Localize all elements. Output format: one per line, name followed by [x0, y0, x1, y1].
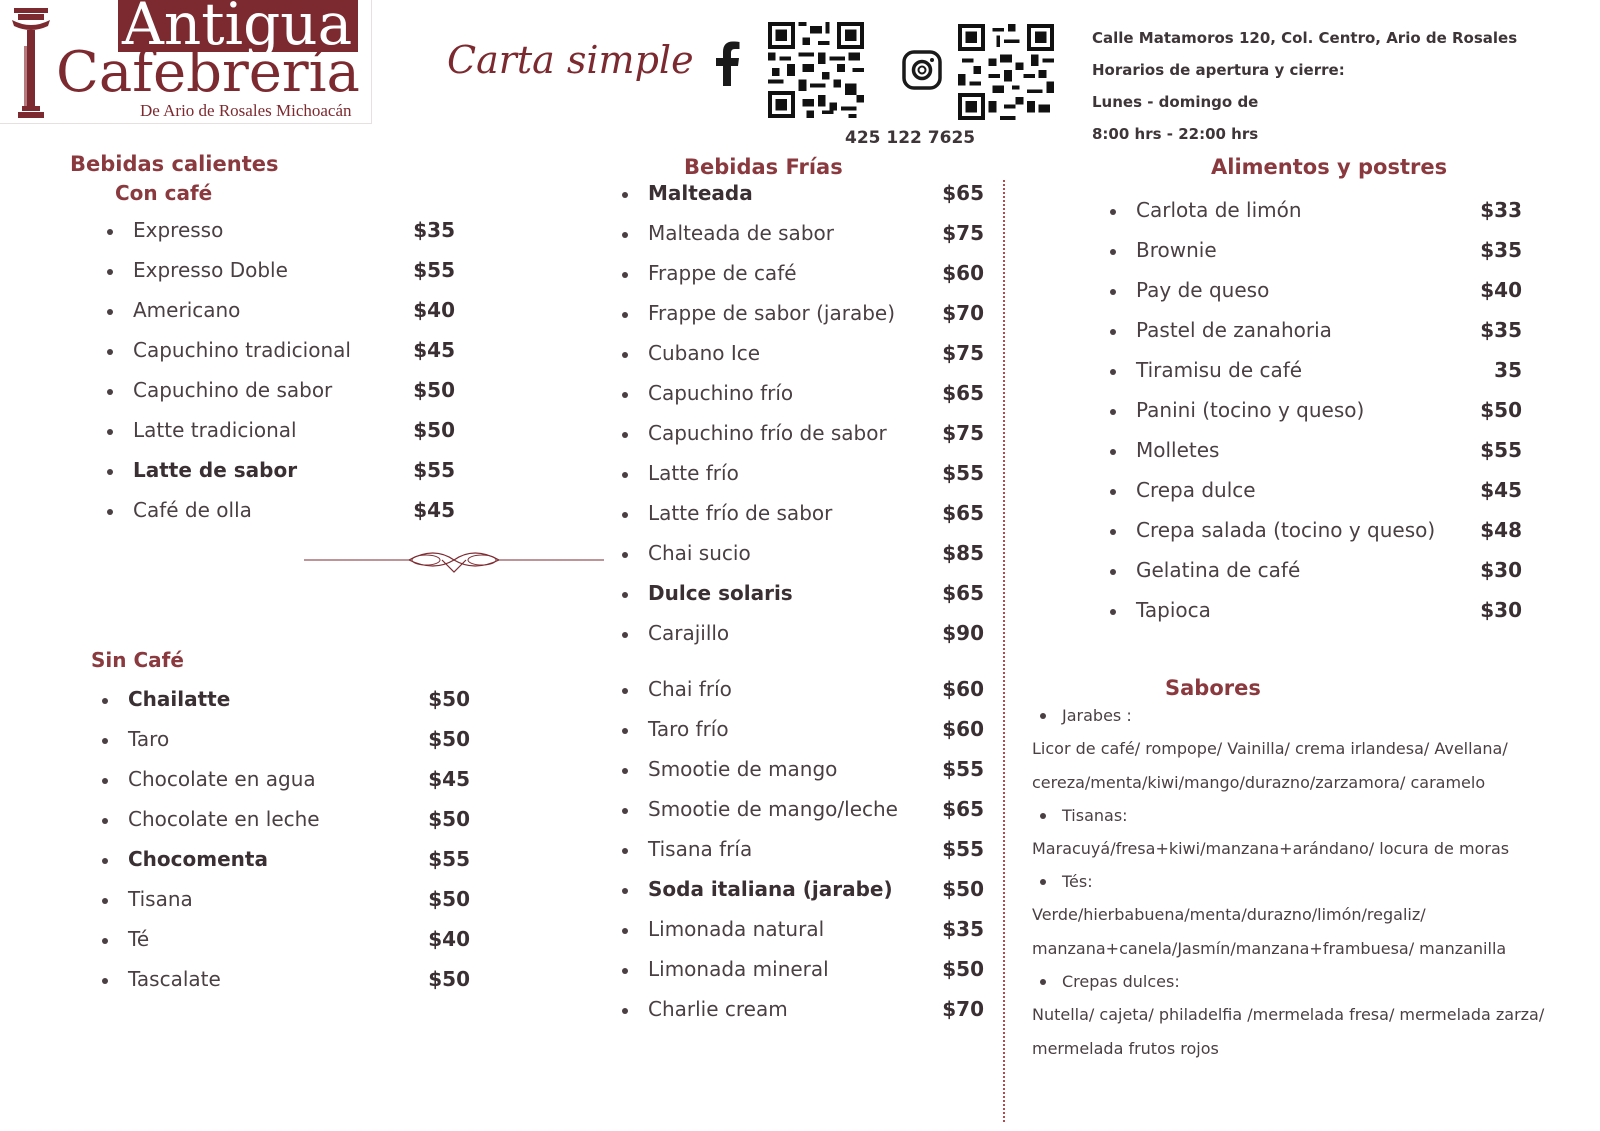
bullet-icon	[622, 312, 628, 318]
bullet-icon	[622, 888, 628, 894]
menu-list-frias-2	[622, 677, 984, 1037]
menu-item	[622, 837, 984, 877]
menu-item	[102, 727, 470, 767]
menu-item-name: Latte de sabor	[133, 458, 298, 482]
menu-item-name: Pastel de zanahoria	[1136, 318, 1332, 342]
menu-item-name: Chai frío	[648, 677, 732, 701]
menu-item-price: $35	[1480, 318, 1522, 342]
bullet-icon	[102, 938, 108, 944]
menu-item-price: $50	[942, 877, 984, 901]
menu-item	[1110, 318, 1522, 358]
menu-item-price: $30	[1480, 598, 1522, 622]
menu-item-price: $40	[428, 927, 470, 951]
menu-item-price: $45	[1480, 478, 1522, 502]
menu-item-name: Café de olla	[133, 498, 252, 522]
menu-item	[622, 621, 984, 661]
menu-item-name: Latte frío de sabor	[648, 501, 833, 525]
menu-item-name: Limonada natural	[648, 917, 825, 941]
menu-item-name: Tisana fría	[648, 837, 753, 861]
bullet-icon	[622, 928, 628, 934]
bullet-icon	[622, 472, 628, 478]
menu-item-name: Taro	[128, 727, 170, 751]
menu-item-name: Limonada mineral	[648, 957, 829, 981]
menu-item	[107, 418, 455, 458]
bullet-icon	[622, 848, 628, 854]
menu-item	[622, 381, 984, 421]
jarabes-text-1: Licor de café/ rompope/ Vainilla/ crema irlandesa/ Avellana/	[1032, 739, 1508, 758]
menu-item-price: $75	[942, 221, 984, 245]
menu-item-price: $75	[942, 421, 984, 445]
menu-item	[107, 458, 455, 498]
days: Lunes - domingo de	[1092, 93, 1259, 111]
menu-item-price: $50	[428, 967, 470, 991]
menu-item-price: $70	[942, 997, 984, 1021]
menu-item-name: Chocolate en agua	[128, 767, 316, 791]
menu-item-price: $50	[413, 378, 455, 402]
menu-item	[102, 687, 470, 727]
section-title-alimentos: Alimentos y postres	[1211, 155, 1448, 179]
menu-item-price: $70	[942, 301, 984, 325]
menu-item-price: $55	[942, 837, 984, 861]
bullet-icon	[107, 229, 113, 235]
bullet-icon	[107, 269, 113, 275]
tisanas-text: Maracuyá/fresa+kiwi/manzana+arándano/ locura de moras	[1032, 839, 1510, 858]
menu-item-price: $50	[428, 727, 470, 751]
menu-item-price: $33	[1480, 198, 1522, 222]
menu-item-name: Panini (tocino y queso)	[1136, 398, 1365, 422]
bullet-icon	[622, 272, 628, 278]
sabores-list	[1032, 700, 1592, 1066]
bullet-icon	[107, 509, 113, 515]
bullet-icon	[1110, 609, 1116, 615]
menu-item	[102, 967, 470, 1007]
address: Calle Matamoros 120, Col. Centro, Ario de Rosales	[1092, 29, 1518, 47]
menu-item-price: $75	[942, 341, 984, 365]
menu-item-name: Dulce solaris	[648, 581, 793, 605]
menu-item-name: Chocolate en leche	[128, 807, 320, 831]
menu-item-name: Chocomenta	[128, 847, 268, 871]
bullet-icon	[107, 389, 113, 395]
menu-item-name: Chailatte	[128, 687, 231, 711]
logo-line-3: De Ario de Rosales Michoacán	[140, 101, 352, 120]
menu-item-price: $55	[413, 458, 455, 482]
menu-item-price: $45	[413, 498, 455, 522]
menu-item-price: $55	[428, 847, 470, 871]
menu-item-price: $65	[942, 797, 984, 821]
menu-item-name: Crepa salada (tocino y queso)	[1136, 518, 1436, 542]
menu-item	[622, 997, 984, 1037]
menu-item	[1110, 198, 1522, 238]
menu-list-sin-cafe	[102, 687, 470, 1007]
menu-item	[622, 877, 984, 917]
menu-list-calientes	[107, 218, 455, 538]
menu-item-price: $50	[428, 807, 470, 831]
bullet-icon	[102, 778, 108, 784]
section-title-sabores: Sabores	[1165, 676, 1261, 700]
menu-item	[102, 807, 470, 847]
menu-item-name: Carajillo	[648, 621, 730, 645]
facebook-qr-code-icon	[768, 22, 864, 118]
menu-item	[107, 378, 455, 418]
menu-item	[622, 757, 984, 797]
menu-item-price: $35	[942, 917, 984, 941]
bullet-icon	[622, 512, 628, 518]
menu-item	[107, 258, 455, 298]
menu-item-name: Chai sucio	[648, 541, 751, 565]
menu-item	[102, 927, 470, 967]
menu-item-price: $35	[413, 218, 455, 242]
menu-item	[107, 218, 455, 258]
menu-item	[622, 221, 984, 261]
menu-item-price: $65	[942, 581, 984, 605]
menu-item	[622, 957, 984, 997]
menu-item	[107, 298, 455, 338]
menu-item	[622, 181, 984, 221]
section-title-calientes: Bebidas calientes	[70, 152, 279, 176]
menu-item-price: $45	[413, 338, 455, 362]
menu-item-price: $50	[1480, 398, 1522, 422]
menu-item	[622, 677, 984, 717]
facebook-icon[interactable]	[712, 40, 742, 86]
menu-item-price: $50	[428, 687, 470, 711]
menu-item-name: Tascalate	[128, 967, 221, 991]
menu-item	[1110, 558, 1522, 598]
menu-item-name: Malteada	[648, 181, 753, 205]
menu-item-price: $65	[942, 381, 984, 405]
menu-item-name: Carlota de limón	[1136, 198, 1302, 222]
menu-item	[102, 767, 470, 807]
menu-item	[1110, 438, 1522, 478]
bullet-icon	[107, 309, 113, 315]
menu-item-price: $55	[942, 461, 984, 485]
menu-item-price: $55	[413, 258, 455, 282]
menu-item-name: Americano	[133, 298, 241, 322]
bullet-icon	[622, 232, 628, 238]
bullet-icon	[1110, 409, 1116, 415]
menu-item-price: $85	[942, 541, 984, 565]
menu-item-name: Frappe de café	[648, 261, 797, 285]
bullet-icon	[622, 688, 628, 694]
menu-item-price: $40	[1480, 278, 1522, 302]
bullet-icon	[1110, 289, 1116, 295]
column-icon	[8, 6, 54, 120]
bullet-icon	[1110, 369, 1116, 375]
menu-item-name: Capuchino frío	[648, 381, 794, 405]
menu-item-name: Tapioca	[1136, 598, 1211, 622]
section-title-sin-cafe: Sin Café	[91, 648, 184, 672]
menu-item	[1110, 398, 1522, 438]
menu-item-name: Capuchino frío de sabor	[648, 421, 887, 445]
menu-item-price: $60	[942, 717, 984, 741]
menu-item	[622, 717, 984, 757]
tes-text-2: manzana+canela/Jasmín/manzana+frambuesa/ manzanilla	[1032, 939, 1507, 958]
menu-item-name: Soda italiana (jarabe)	[648, 877, 893, 901]
menu-item-price: $60	[942, 677, 984, 701]
instagram-icon[interactable]	[902, 50, 942, 90]
bullet-icon	[622, 632, 628, 638]
menu-item-price: $65	[942, 501, 984, 525]
menu-item-name: Capuchino tradicional	[133, 338, 351, 362]
dotted-divider	[1003, 180, 1005, 1122]
bullet-icon	[622, 432, 628, 438]
menu-item-name: Cubano Ice	[648, 341, 761, 365]
menu-item-name: Pay de queso	[1136, 278, 1270, 302]
menu-item	[622, 301, 984, 341]
menu-item-name: Gelatina de café	[1136, 558, 1301, 582]
bullet-icon	[102, 858, 108, 864]
bullet-icon	[102, 698, 108, 704]
menu-item-name: Smootie de mango	[648, 757, 838, 781]
logo-line-2: Cafebrería	[56, 40, 360, 105]
menu-item-name: Expresso Doble	[133, 258, 288, 282]
menu-item-name: Malteada de sabor	[648, 221, 834, 245]
menu-item-price: $35	[1480, 238, 1522, 262]
menu-item	[107, 338, 455, 378]
crepas-label: Crepas dulces:	[1032, 966, 1592, 998]
menu-item-name: Tiramisu de café	[1136, 358, 1303, 382]
ornament-divider-icon	[304, 544, 604, 576]
section-title-frias: Bebidas Frías	[684, 155, 843, 179]
crepas-text-2: mermelada frutos rojos	[1032, 1039, 1219, 1058]
bullet-icon	[1110, 569, 1116, 575]
subsection-title-con-cafe: Con café	[115, 181, 213, 205]
bullet-icon	[107, 349, 113, 355]
menu-item	[1110, 478, 1522, 518]
logo	[0, 0, 372, 124]
bullet-icon	[1110, 489, 1116, 495]
menu-item-price: $60	[942, 261, 984, 285]
bullet-icon	[1110, 449, 1116, 455]
bullet-icon	[1110, 529, 1116, 535]
menu-item	[622, 501, 984, 541]
menu-item-name: Brownie	[1136, 238, 1217, 262]
menu-item	[102, 847, 470, 887]
bullet-icon	[102, 898, 108, 904]
bullet-icon	[102, 978, 108, 984]
bullet-icon	[622, 728, 628, 734]
menu-item	[622, 917, 984, 957]
menu-item	[1110, 358, 1522, 398]
bullet-icon	[102, 818, 108, 824]
menu-item-price: $40	[413, 298, 455, 322]
tisanas-label: Tisanas:	[1032, 800, 1592, 832]
menu-item	[622, 541, 984, 581]
bullet-icon	[622, 768, 628, 774]
menu-item-name: Charlie cream	[648, 997, 788, 1021]
menu-item	[622, 421, 984, 461]
bullet-icon	[1110, 249, 1116, 255]
menu-item	[1110, 518, 1522, 558]
menu-item	[622, 261, 984, 301]
carta-title: Carta simple	[447, 38, 694, 82]
crepas-text-1: Nutella/ cajeta/ philadelfia /mermelada fresa/ mermelada zarza/	[1032, 1005, 1545, 1024]
menu-item-price: 35	[1494, 358, 1522, 382]
menu-item	[1110, 238, 1522, 278]
menu-item-price: $55	[1480, 438, 1522, 462]
menu-item-price: $50	[942, 957, 984, 981]
bullet-icon	[622, 808, 628, 814]
menu-item-name: Té	[128, 927, 150, 951]
hours-title: Horarios de apertura y cierre:	[1092, 61, 1345, 79]
menu-list-frias	[622, 181, 984, 661]
menu-item-name: Molletes	[1136, 438, 1220, 462]
bullet-icon	[622, 392, 628, 398]
instagram-qr-code-icon	[958, 24, 1054, 120]
menu-item-name: Smootie de mango/leche	[648, 797, 898, 821]
menu-item-name: Capuchino de sabor	[133, 378, 333, 402]
bullet-icon	[107, 469, 113, 475]
menu-item-name: Latte tradicional	[133, 418, 297, 442]
menu-item-price: $45	[428, 767, 470, 791]
bullet-icon	[622, 552, 628, 558]
menu-item-name: Expresso	[133, 218, 224, 242]
jarabes-label: Jarabes :	[1032, 700, 1592, 732]
bullet-icon	[1110, 209, 1116, 215]
bullet-icon	[622, 352, 628, 358]
menu-item-name: Crepa dulce	[1136, 478, 1256, 502]
bullet-icon	[622, 192, 628, 198]
menu-item-name: Taro frío	[648, 717, 729, 741]
hours: 8:00 hrs - 22:00 hrs	[1092, 125, 1259, 143]
menu-item	[107, 498, 455, 538]
menu-item	[102, 887, 470, 927]
menu-item-price: $30	[1480, 558, 1522, 582]
jarabes-text-2: cereza/menta/kiwi/mango/durazno/zarzamora/ caramelo	[1032, 773, 1486, 792]
menu-item	[622, 797, 984, 837]
menu-item	[1110, 278, 1522, 318]
tes-label: Tés:	[1032, 866, 1592, 898]
menu-item	[1110, 598, 1522, 638]
logo-line-1: Antigua	[118, 0, 358, 52]
bullet-icon	[622, 592, 628, 598]
phone-number: 425 122 7625	[845, 128, 976, 148]
bullet-icon	[622, 1008, 628, 1014]
menu-item-name: Latte frío	[648, 461, 739, 485]
menu-list-alimentos	[1110, 198, 1522, 638]
tes-text-1: Verde/hierbabuena/menta/durazno/limón/regaliz/	[1032, 905, 1426, 924]
menu-item-price: $48	[1480, 518, 1522, 542]
business-info	[1092, 22, 1517, 150]
bullet-icon	[1110, 329, 1116, 335]
menu-item-price: $55	[942, 757, 984, 781]
menu-item-name: Tisana	[128, 887, 193, 911]
menu-item-name: Frappe de sabor (jarabe)	[648, 301, 896, 325]
bullet-icon	[622, 968, 628, 974]
bullet-icon	[107, 429, 113, 435]
menu-item-price: $90	[942, 621, 984, 645]
menu-item	[622, 341, 984, 381]
menu-item	[622, 461, 984, 501]
menu-item-price: $65	[942, 181, 984, 205]
menu-item-price: $50	[413, 418, 455, 442]
bullet-icon	[102, 738, 108, 744]
menu-item-price: $50	[428, 887, 470, 911]
menu-item	[622, 581, 984, 621]
